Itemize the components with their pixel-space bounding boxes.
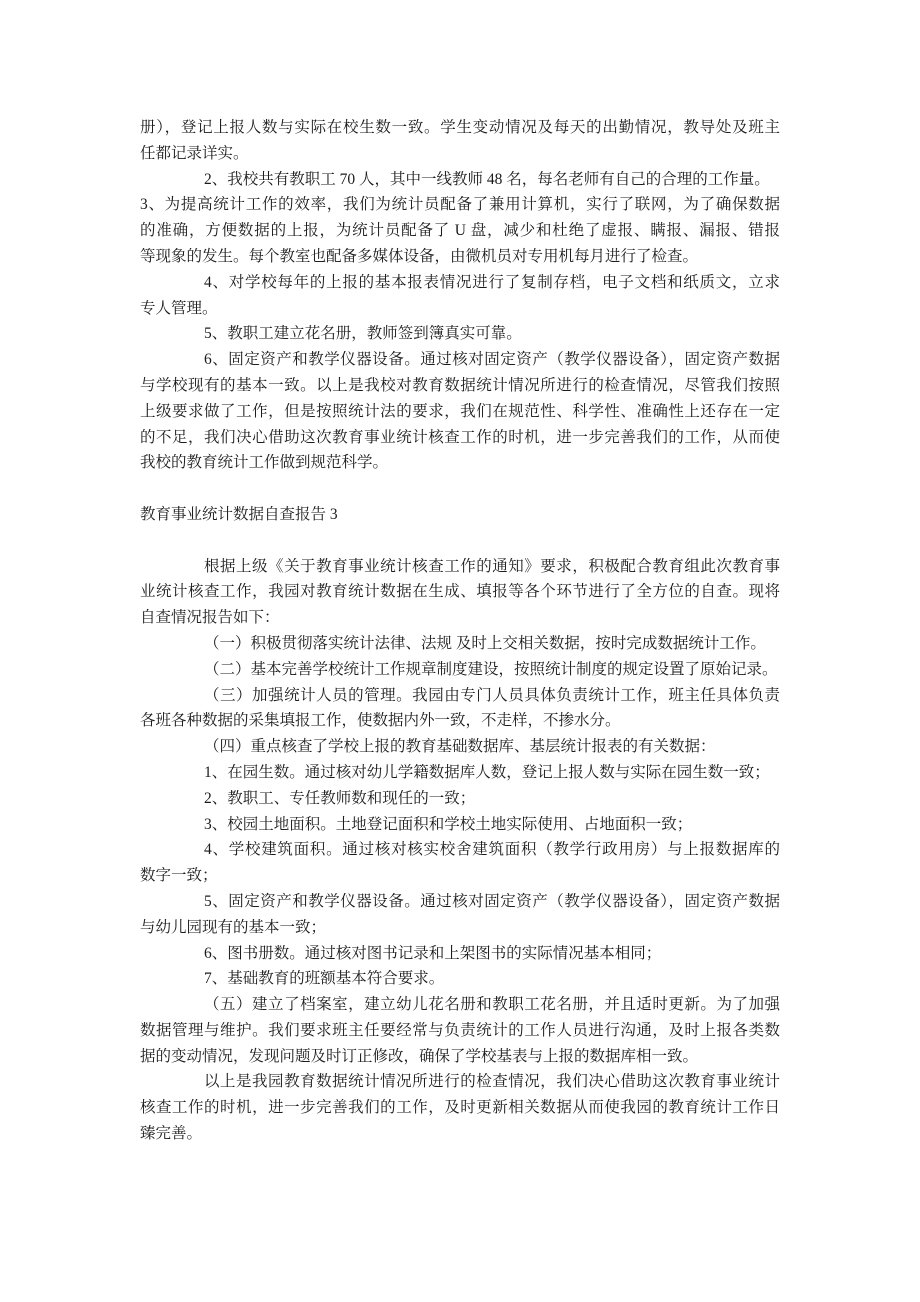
text-line: （三）加强统计人员的管理。我园由专门人员具体负责统计工作，班主任具体负责: [204, 686, 780, 704]
paragraph: [140, 786, 780, 812]
text-line: 我校的教育统计工作做到规范科学。: [140, 454, 389, 472]
text-line: 等现象的发生。每个教室也配备多媒体设备，由微机员对专用机每月进行了检查。: [140, 247, 699, 265]
text-line: 专人管理。: [140, 299, 218, 317]
text-line: 的准确，方便数据的上报，为统计员配备了 U 盘，减少和杜绝了虚报、瞒报、漏报、错报: [140, 222, 780, 240]
text-line: 业统计核查工作，我园对教育统计数据在生成、填报等各个环节进行了全方位的自查。现将: [140, 583, 780, 601]
paragraph: [140, 631, 780, 657]
paragraph: [140, 270, 780, 322]
text-line: 6、固定资产和教学仪器设备。通过核对固定资产（教学仪器设备），固定资产数据: [204, 351, 780, 369]
paragraph: [140, 657, 780, 683]
paragraph: [140, 889, 780, 941]
text-line: 任都记录详实。: [140, 144, 249, 162]
text-line: （四）重点核查了学校上报的教育基础数据库、基层统计报表的有关数据：: [204, 738, 716, 756]
text-line: 臻完善。: [140, 1125, 203, 1143]
text-line: 4、学校建筑面积。通过核对核实校舍建筑面积（教学行政用房）与上报数据库的: [204, 841, 780, 859]
paragraph: [140, 347, 780, 476]
text-line: （一）积极贯彻落实统计法律、法规 及时上交相关数据，按时完成数据统计工作。: [204, 634, 766, 652]
paragraph: [140, 115, 780, 167]
text-line: 各班各种数据的采集填报工作，使数据内外一致，不走样，不掺水分。: [140, 712, 621, 730]
text-line: 核查工作的时机，进一步完善我们的工作，及时更新相关数据从而使我园的教育统计工作日: [140, 1099, 780, 1117]
paragraph: [140, 966, 780, 992]
paragraph: [140, 167, 780, 193]
text-line: （二）基本完善学校统计工作规章制度建设，按照统计制度的规定设置了原始记录。: [204, 660, 778, 678]
text-line: 据的变动情况，发现问题及时订正修改，确保了学校基表与上报的数据库相一致。: [140, 1047, 699, 1065]
text-line: 根据上级《关于教育事业统计核查工作的通知》要求，积极配合教育组此次教育事: [204, 557, 780, 575]
text-line: 4、对学校每年的上报的基本报表情况进行了复制存档，电子文档和纸质文，立求: [204, 273, 780, 291]
paragraph: [140, 941, 780, 967]
text-line: 与学校现有的基本一致。以上是我校对教育数据统计情况所进行的检查情况，尽管我们按照: [140, 376, 780, 394]
text-line: 以上是我园教育数据统计情况所进行的检查情况，我们决心借助这次教育事业统计: [204, 1073, 780, 1091]
paragraph: [140, 683, 780, 735]
text-line: 5、教职工建立花名册，教师签到簿真实可靠。: [204, 325, 522, 343]
text-line: 册），登记上报人数与实际在校生数一致。学生变动情况及每天的出勤情况，教导处及班主: [140, 119, 780, 136]
document-body: [140, 115, 780, 1147]
text-line: 上级要求做了工作，但是按照统计法的要求，我们在规范性、科学性、准确性上还存在一定: [140, 402, 780, 420]
text-line: 2、我校共有教职工 70 人，其中一线教师 48 名，每名老师有自己的合理的工作量。: [204, 170, 770, 188]
paragraph: [140, 837, 780, 889]
text-line: 与幼儿园现有的基本一致；: [140, 918, 327, 936]
paragraph: [140, 192, 780, 269]
text-line: 自查情况报告如下：: [140, 609, 280, 627]
paragraph: [140, 1069, 780, 1146]
section-title: 教育事业统计数据自查报告 3: [140, 505, 338, 523]
text-line: 3、为提高统计工作的效率，我们为统计员配备了兼用计算机，实行了联网，为了确保数据: [140, 196, 780, 214]
text-line: 5、固定资产和教学仪器设备。通过核对固定资产（教学仪器设备），固定资产数据: [204, 892, 780, 910]
text-line: 7、基础教育的班额基本符合要求。: [204, 970, 445, 988]
paragraph: [140, 734, 780, 760]
paragraph: [140, 812, 780, 838]
text-line: 6、图书册数。通过核对图书记录和上架图书的实际情况基本相同；: [204, 944, 662, 962]
paragraph: [140, 321, 780, 347]
text-line: 2、教职工、专任教师数和现任的一致；: [204, 789, 476, 807]
text-line: 数据管理与维护。我们要求班主任要经常与负责统计的工作人员进行沟通，及时上报各类数: [140, 1021, 780, 1039]
text-line: 3、校园土地面积。土地登记面积和学校土地实际使用、占地面积一致；: [204, 815, 693, 833]
text-line: 的不足，我们决心借助这次教育事业统计核查工作的时机，进一步完善我们的工作，从而使: [140, 428, 780, 446]
paragraph: [140, 992, 780, 1069]
paragraph: [140, 554, 780, 631]
text-line: 数字一致；: [140, 867, 218, 885]
paragraph: [140, 760, 780, 786]
text-line: （五）建立了档案室，建立幼儿花名册和教职工花名册，并且适时更新。为了加强: [204, 996, 780, 1014]
text-line: 1、在园生数。通过核对幼儿学籍数据库人数，登记上报人数与实际在园生数一致；: [204, 763, 770, 781]
